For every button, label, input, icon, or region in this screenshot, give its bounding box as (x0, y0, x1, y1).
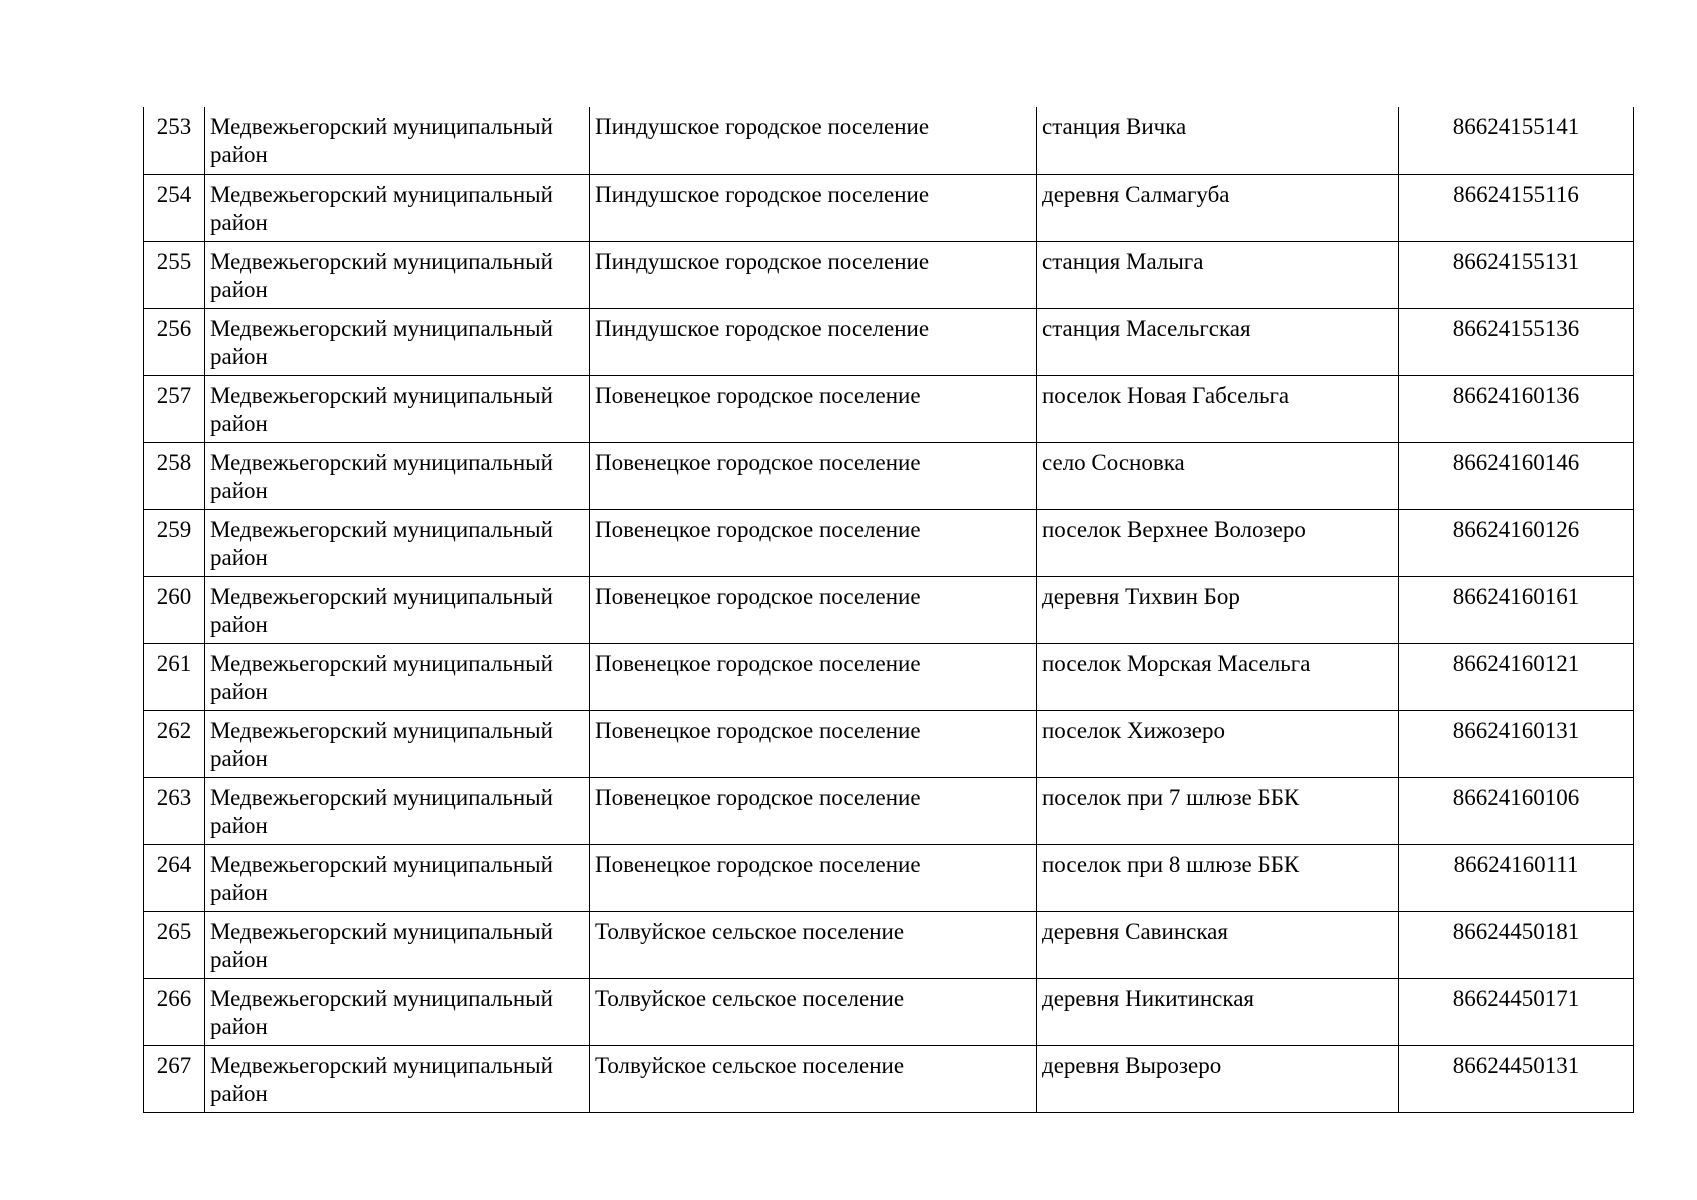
settlement-cell: Толвуйское сельское поселение (590, 911, 1037, 978)
oktmo-code-cell: 86624160146 (1399, 442, 1634, 509)
oktmo-code-cell: 86624160111 (1399, 844, 1634, 911)
settlement-cell: Пиндушское городское поселение (590, 174, 1037, 241)
row-number-cell: 259 (144, 509, 205, 576)
oktmo-code-cell: 86624155136 (1399, 308, 1634, 375)
table-row (144, 777, 1634, 844)
row-number-cell: 265 (144, 911, 205, 978)
locality-cell: станция Малыга (1037, 241, 1399, 308)
settlement-cell: Пиндушское городское поселение (590, 107, 1037, 174)
locality-cell: деревня Тихвин Бор (1037, 576, 1399, 643)
table-row (144, 643, 1634, 710)
settlement-cell: Повенецкое городское поселение (590, 710, 1037, 777)
row-number-cell: 262 (144, 710, 205, 777)
district-cell: Медвежьегорский муниципальный район (205, 442, 590, 509)
locality-cell: поселок Верхнее Волозеро (1037, 509, 1399, 576)
oktmo-code-cell: 86624160121 (1399, 643, 1634, 710)
oktmo-code-cell: 86624160131 (1399, 710, 1634, 777)
oktmo-code-cell: 86624450171 (1399, 978, 1634, 1045)
settlement-cell: Повенецкое городское поселение (590, 844, 1037, 911)
row-number-cell: 253 (144, 107, 205, 174)
district-cell: Медвежьегорский муниципальный район (205, 710, 590, 777)
table-row (144, 1045, 1634, 1112)
row-number-cell: 258 (144, 442, 205, 509)
table-row (144, 107, 1634, 174)
district-cell: Медвежьегорский муниципальный район (205, 844, 590, 911)
settlement-cell: Повенецкое городское поселение (590, 375, 1037, 442)
settlement-cell: Толвуйское сельское поселение (590, 1045, 1037, 1112)
locality-cell: село Сосновка (1037, 442, 1399, 509)
table-row (144, 509, 1634, 576)
settlement-cell: Повенецкое городское поселение (590, 442, 1037, 509)
table-row (144, 375, 1634, 442)
row-number-cell: 254 (144, 174, 205, 241)
oktmo-code-cell: 86624160161 (1399, 576, 1634, 643)
locality-cell: поселок при 8 шлюзе ББК (1037, 844, 1399, 911)
locality-cell: деревня Салмагуба (1037, 174, 1399, 241)
oktmo-code-cell: 86624450131 (1399, 1045, 1634, 1112)
table-row (144, 442, 1634, 509)
settlement-cell: Повенецкое городское поселение (590, 576, 1037, 643)
table-row (144, 241, 1634, 308)
settlement-cell: Повенецкое городское поселение (590, 509, 1037, 576)
district-cell: Медвежьегорский муниципальный район (205, 308, 590, 375)
table-row (144, 911, 1634, 978)
row-number-cell: 257 (144, 375, 205, 442)
oktmo-code-cell: 86624160136 (1399, 375, 1634, 442)
settlement-cell: Пиндушское городское поселение (590, 308, 1037, 375)
row-number-cell: 255 (144, 241, 205, 308)
row-number-cell: 256 (144, 308, 205, 375)
locality-cell: станция Масельгская (1037, 308, 1399, 375)
settlement-cell: Толвуйское сельское поселение (590, 978, 1037, 1045)
locality-cell: поселок при 7 шлюзе ББК (1037, 777, 1399, 844)
district-cell: Медвежьегорский муниципальный район (205, 241, 590, 308)
oktmo-code-cell: 86624450181 (1399, 911, 1634, 978)
oktmo-code-cell: 86624155116 (1399, 174, 1634, 241)
settlement-cell: Повенецкое городское поселение (590, 777, 1037, 844)
locality-cell: деревня Вырозеро (1037, 1045, 1399, 1112)
row-number-cell: 261 (144, 643, 205, 710)
oktmo-code-cell: 86624155131 (1399, 241, 1634, 308)
district-cell: Медвежьегорский муниципальный район (205, 107, 590, 174)
table-row (144, 844, 1634, 911)
settlement-cell: Пиндушское городское поселение (590, 241, 1037, 308)
oktmo-code-cell: 86624155141 (1399, 107, 1634, 174)
locality-cell: поселок Хижозеро (1037, 710, 1399, 777)
settlements-table (143, 107, 1634, 1113)
locality-cell: поселок Морская Масельга (1037, 643, 1399, 710)
district-cell: Медвежьегорский муниципальный район (205, 911, 590, 978)
locality-cell: станция Вичка (1037, 107, 1399, 174)
district-cell: Медвежьегорский муниципальный район (205, 777, 590, 844)
locality-cell: деревня Савинская (1037, 911, 1399, 978)
row-number-cell: 260 (144, 576, 205, 643)
table-row (144, 978, 1634, 1045)
settlement-cell: Повенецкое городское поселение (590, 643, 1037, 710)
district-cell: Медвежьегорский муниципальный район (205, 509, 590, 576)
locality-cell: поселок Новая Габсельга (1037, 375, 1399, 442)
oktmo-code-cell: 86624160106 (1399, 777, 1634, 844)
row-number-cell: 267 (144, 1045, 205, 1112)
district-cell: Медвежьегорский муниципальный район (205, 643, 590, 710)
district-cell: Медвежьегорский муниципальный район (205, 375, 590, 442)
oktmo-code-cell: 86624160126 (1399, 509, 1634, 576)
table-row (144, 576, 1634, 643)
district-cell: Медвежьегорский муниципальный район (205, 576, 590, 643)
table-row (144, 308, 1634, 375)
row-number-cell: 266 (144, 978, 205, 1045)
table-row (144, 710, 1634, 777)
district-cell: Медвежьегорский муниципальный район (205, 1045, 590, 1112)
locality-cell: деревня Никитинская (1037, 978, 1399, 1045)
district-cell: Медвежьегорский муниципальный район (205, 174, 590, 241)
table-row (144, 174, 1634, 241)
row-number-cell: 264 (144, 844, 205, 911)
row-number-cell: 263 (144, 777, 205, 844)
table-body (144, 107, 1634, 1112)
district-cell: Медвежьегорский муниципальный район (205, 978, 590, 1045)
